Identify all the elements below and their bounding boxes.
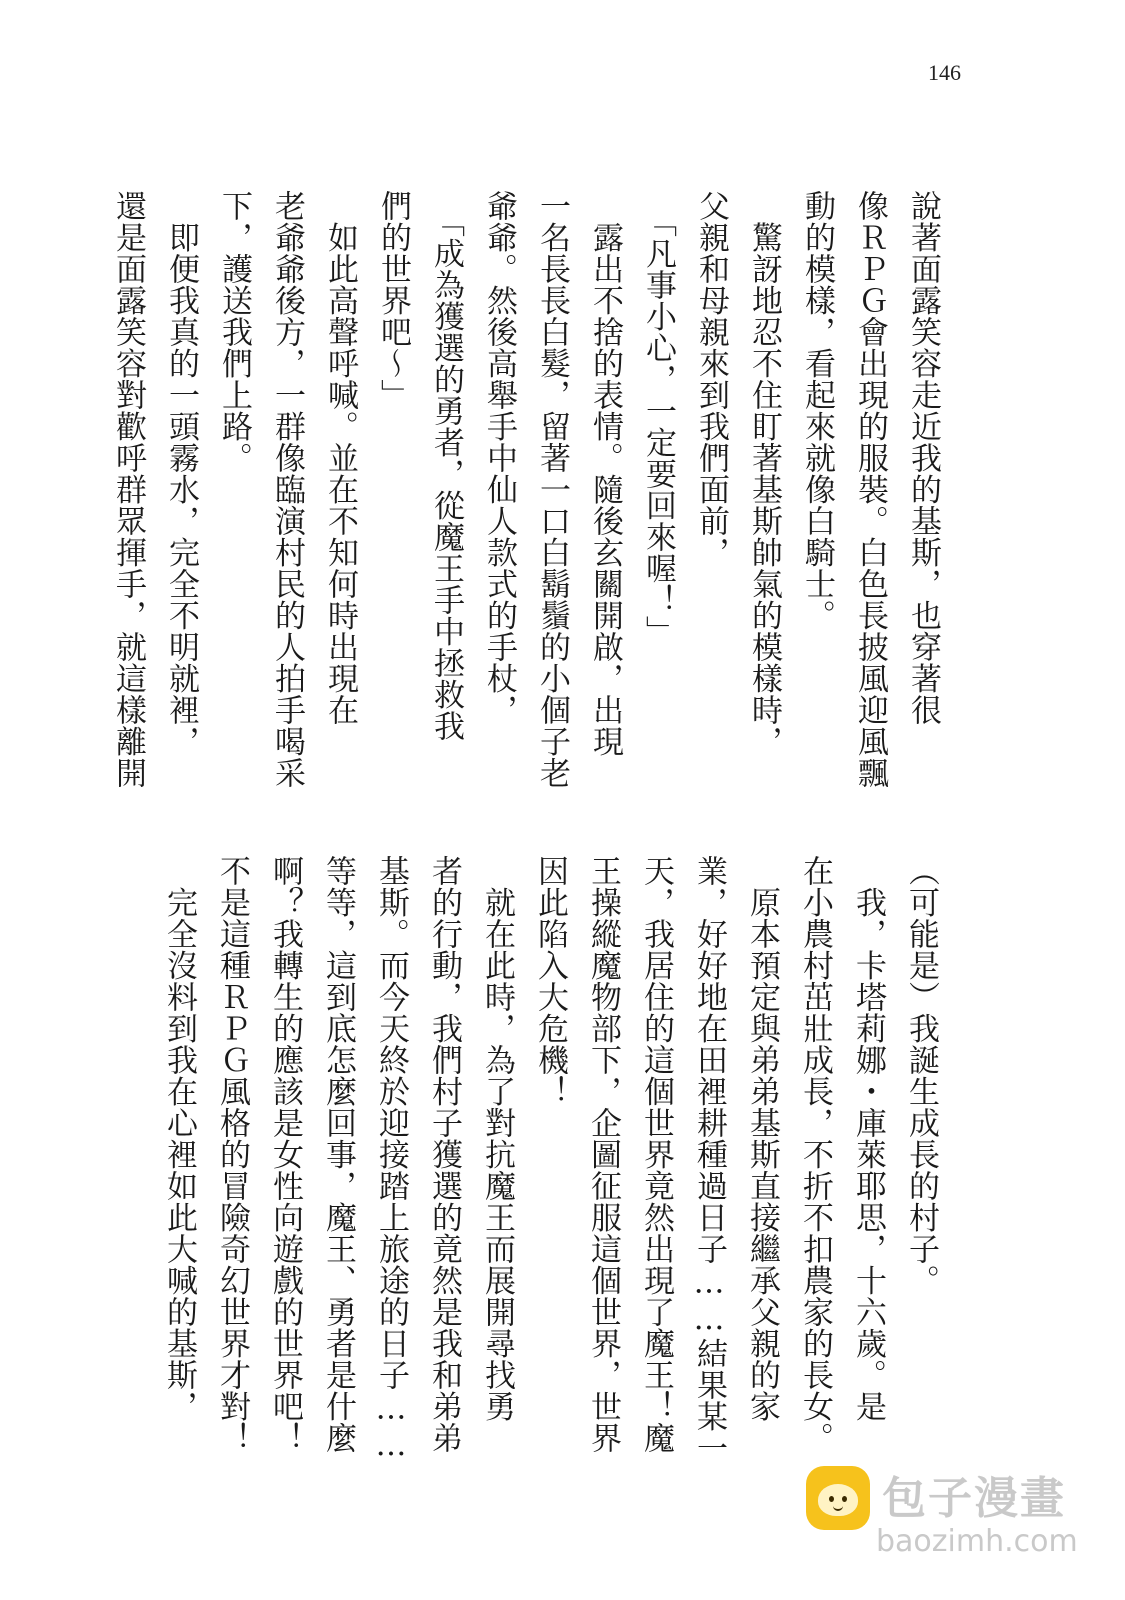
text-line: 基斯。而今天終於迎接踏上旅途的日子…… bbox=[373, 855, 409, 1464]
watermark-url: baozimh.com bbox=[876, 1524, 1078, 1559]
text-line: 完全沒料到我在心裡如此大喊的基斯， bbox=[161, 855, 197, 1422]
text-line: （可能是）我誕生成長的村子。 bbox=[903, 855, 939, 1296]
text-line: 們的世界吧～」 bbox=[375, 190, 411, 411]
text-line: 啊？我轉生的應該是女性向遊戲的世界吧！ bbox=[267, 855, 303, 1454]
watermark-name: 包子漫畫 bbox=[882, 1473, 1066, 1524]
text-line: 如此高聲呼喊。並在不知何時出現在 bbox=[322, 190, 358, 726]
page-number: 146 bbox=[928, 60, 961, 85]
text-line: 下，護送我們上路。 bbox=[216, 190, 252, 474]
text-line: 王操縱魔物部下，企圖征服這個世界，世界 bbox=[585, 855, 621, 1454]
text-line: 不是這種ＲＰＧ風格的冒險奇幻世界才對！ bbox=[214, 855, 250, 1454]
text-line: 因此陷入大危機！ bbox=[532, 855, 568, 1107]
text-block-top bbox=[102, 190, 949, 800]
watermark bbox=[806, 1462, 1078, 1572]
text-line: 我，卡塔莉娜・庫萊耶思，十六歲。是 bbox=[850, 855, 886, 1422]
text-line: 就在此時，為了對抗魔王而展開尋找勇 bbox=[479, 855, 515, 1422]
text-line: 爺爺。然後高舉手中仙人款式的手杖， bbox=[481, 190, 517, 726]
text-line: 「成為獲選的勇者，從魔王手中拯救我 bbox=[428, 190, 464, 742]
bun-logo-icon bbox=[806, 1466, 870, 1530]
text-line: 即便我真的一頭霧水，完全不明就裡， bbox=[163, 190, 199, 757]
text-line: 父親和母親來到我們面前， bbox=[693, 190, 729, 568]
text-line: 者的行動，我們村子獲選的竟然是我和弟弟 bbox=[426, 855, 462, 1454]
text-line: 原本預定與弟弟基斯直接繼承父親的家 bbox=[744, 855, 780, 1422]
text-line: 像ＲＰＧ會出現的服裝。白色長披風迎風飄 bbox=[852, 190, 888, 789]
text-line: 動的模樣，看起來就像白騎士。 bbox=[799, 190, 835, 631]
text-line: 業，好好地在田裡耕種過日子……結果某一 bbox=[691, 855, 727, 1464]
text-line: 在小農村茁壯成長，不折不扣農家的長女。 bbox=[797, 855, 833, 1454]
text-line: 一名長長白髮，留著一口白鬍鬚的小個子老 bbox=[534, 190, 570, 789]
text-line: 「凡事小心，一定要回來喔！」 bbox=[640, 190, 676, 647]
text-block-bottom bbox=[153, 855, 947, 1465]
text-line: 還是面露笑容對歡呼群眾揮手，就這樣離開 bbox=[110, 190, 146, 789]
text-line: 天，我居住的這個世界竟然出現了魔王！魔 bbox=[638, 855, 674, 1454]
text-line: 等等，這到底怎麼回事，魔王、勇者是什麼 bbox=[320, 855, 356, 1454]
text-line: 驚訝地忍不住盯著基斯帥氣的模樣時， bbox=[746, 190, 782, 757]
text-line: 露出不捨的表情。隨後玄關開啟，出現 bbox=[587, 190, 623, 757]
text-line: 老爺爺後方，一群像臨演村民的人拍手喝采 bbox=[269, 190, 305, 789]
text-line: 說著面露笑容走近我的基斯，也穿著很 bbox=[905, 190, 941, 726]
